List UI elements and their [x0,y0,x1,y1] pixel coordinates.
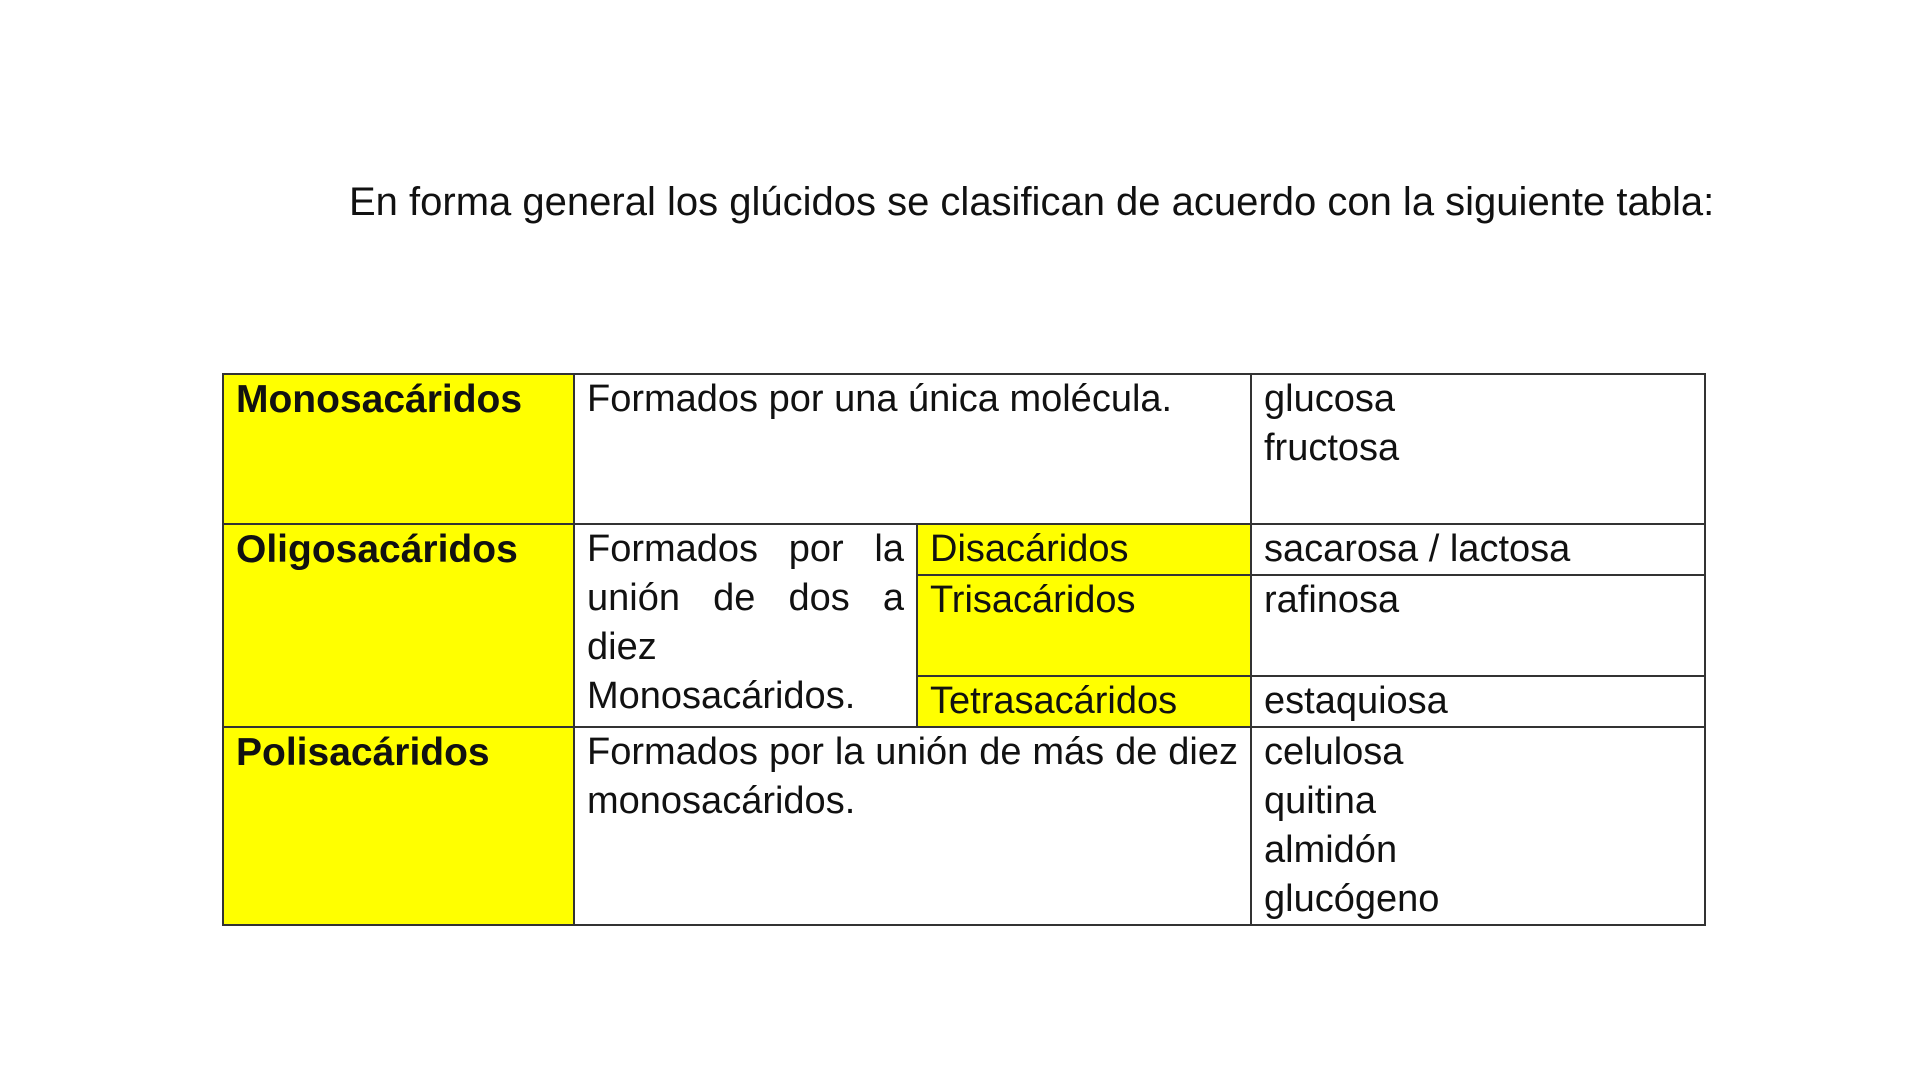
subtype-cell-tetrasacaridos [917,676,1251,727]
examples-cell-polisacaridos [1251,727,1705,925]
table-row-monosacaridos [223,374,1705,524]
example-cell-tetrasacaridos [1251,676,1705,727]
description-text-polisacaridos: Formados por la unión de más de diez monosacáridos. [587,731,1238,822]
example-cell-trisacaridos [1251,575,1705,676]
example-item: celulosa [1264,731,1404,773]
table-row-disacaridos [223,524,1705,575]
examples-cell-monosacaridos [1251,374,1705,524]
example-text-trisacaridos: rafinosa [1264,579,1400,621]
example-cell-disacaridos [1251,524,1705,575]
description-cell-monosacaridos [574,374,1251,524]
example-item: fructosa [1264,427,1400,469]
description-text-oligosacaridos: Formados por la unión de dos a diez Monosacáridos. [587,528,904,717]
table-row-polisacaridos [223,727,1705,925]
category-label-monosacaridos: Monosacáridos [236,378,523,421]
example-item: almidón [1264,829,1398,871]
subtype-label-disacaridos: Disacáridos [930,528,1129,570]
subtype-label-tetrasacaridos: Tetrasacáridos [930,680,1178,722]
example-item: quitina [1264,780,1376,822]
subtype-cell-trisacaridos [917,575,1251,676]
intro-paragraph: En forma general los glúcidos se clasifican de acuerdo con la siguiente tabla: [349,180,1715,224]
category-label-oligosacaridos: Oligosacáridos [236,528,518,571]
description-text-monosacaridos: Formados por una única molécula. [587,378,1173,420]
category-cell-oligosacaridos [223,524,574,727]
subtype-label-trisacaridos: Trisacáridos [930,579,1136,621]
glucid-classification-table [222,373,1706,926]
description-cell-oligosacaridos [574,524,917,727]
category-cell-monosacaridos [223,374,574,524]
description-cell-polisacaridos [574,727,1251,925]
category-label-polisacaridos: Polisacáridos [236,731,490,774]
example-text-tetrasacaridos: estaquiosa [1264,680,1448,722]
example-text-disacaridos: sacarosa / lactosa [1264,528,1571,570]
subtype-cell-disacaridos [917,524,1251,575]
example-item: glucosa [1264,378,1395,420]
category-cell-polisacaridos [223,727,574,925]
example-item: glucógeno [1264,878,1440,920]
